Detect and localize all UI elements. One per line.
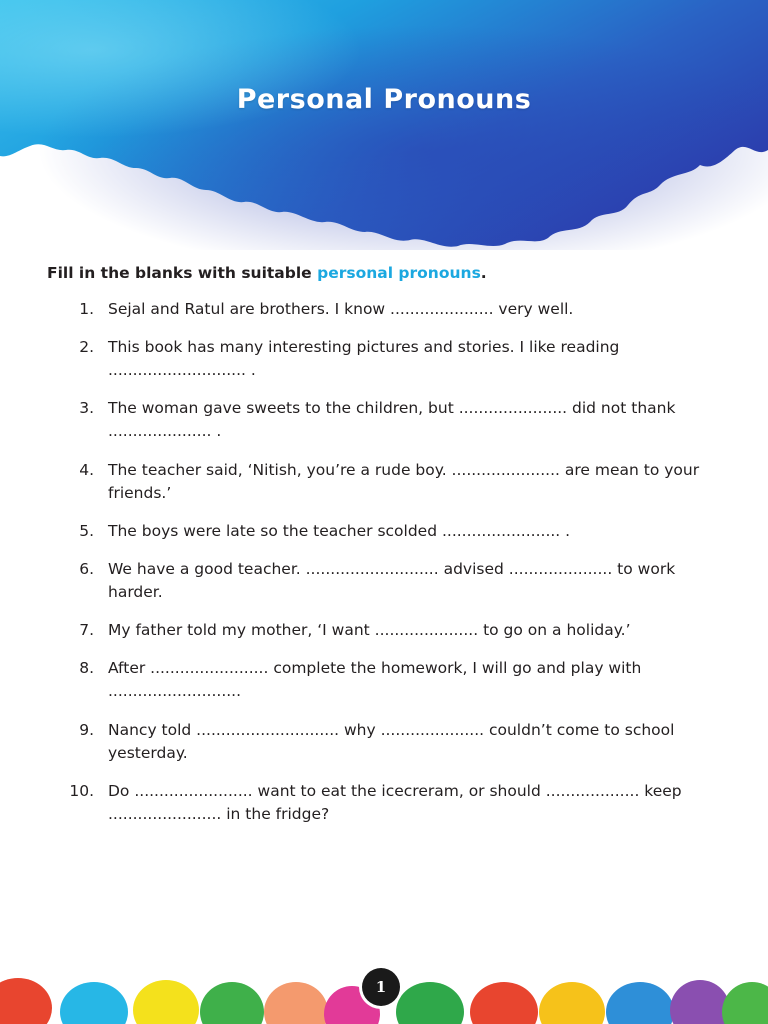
question-text: The boys were late so the teacher scolded ........................ . [108, 522, 571, 540]
footer-dot-yellow [133, 980, 199, 1024]
watercolor-header-banner [0, 0, 768, 250]
question-number: 3. [79, 399, 94, 417]
question-number: 4. [79, 461, 94, 479]
question-number: 8. [79, 659, 94, 677]
page-number-badge: 1 [362, 968, 400, 1006]
footer-dot-red [0, 978, 52, 1024]
footer-dot-green-3 [722, 982, 768, 1024]
footer-dot-green [200, 982, 264, 1024]
footer-dot-purple [670, 980, 730, 1024]
question-text: Sejal and Ratul are brothers. I know ..................... very well. [108, 300, 574, 318]
footer-dot-peach [264, 982, 328, 1024]
question-number: 10. [69, 782, 94, 800]
instruction-prefix: Fill in the blanks with suitable [47, 264, 318, 282]
footer-dot-cyan [60, 982, 128, 1024]
footer-dot-gold [539, 982, 605, 1024]
question-text: The woman gave sweets to the children, but ...................... did not thank ..................... . [108, 399, 676, 440]
footer-dot-red-2 [470, 982, 538, 1024]
question-text: My father told my mother, ‘I want ..................... to go on a holiday.’ [108, 621, 631, 639]
page-title: Personal Pronouns [236, 84, 532, 115]
question-text: After ........................ complete the homework, I will go and play with ........................... [108, 659, 642, 700]
footer-dot-blue [606, 982, 674, 1024]
question-text: Do ........................ want to eat the icecreram, or should ................... keep ....................... in the fridge? [108, 782, 682, 823]
question-number: 6. [79, 560, 94, 578]
instruction-highlight: personal pronouns [317, 264, 481, 282]
instruction-suffix: . [480, 264, 487, 282]
question-number: 1. [79, 300, 94, 318]
question-text: Nancy told ............................. why ..................... couldn’t come to school yesterday. [108, 721, 675, 762]
question-text: The teacher said, ‘Nitish, you’re a rude boy. ...................... are mean to your friends.’ [108, 461, 700, 502]
question-text: This book has many interesting pictures and stories. I like reading ............................ . [108, 338, 620, 379]
question-number: 9. [79, 721, 94, 739]
question-number: 7. [79, 621, 94, 639]
question-number: 2. [79, 338, 94, 356]
instruction [47, 264, 487, 282]
question-text: We have a good teacher. ........................... advised ..................... to work harder. [108, 560, 676, 601]
footer-dot-green-2 [396, 982, 464, 1024]
question-number: 5. [79, 522, 94, 540]
